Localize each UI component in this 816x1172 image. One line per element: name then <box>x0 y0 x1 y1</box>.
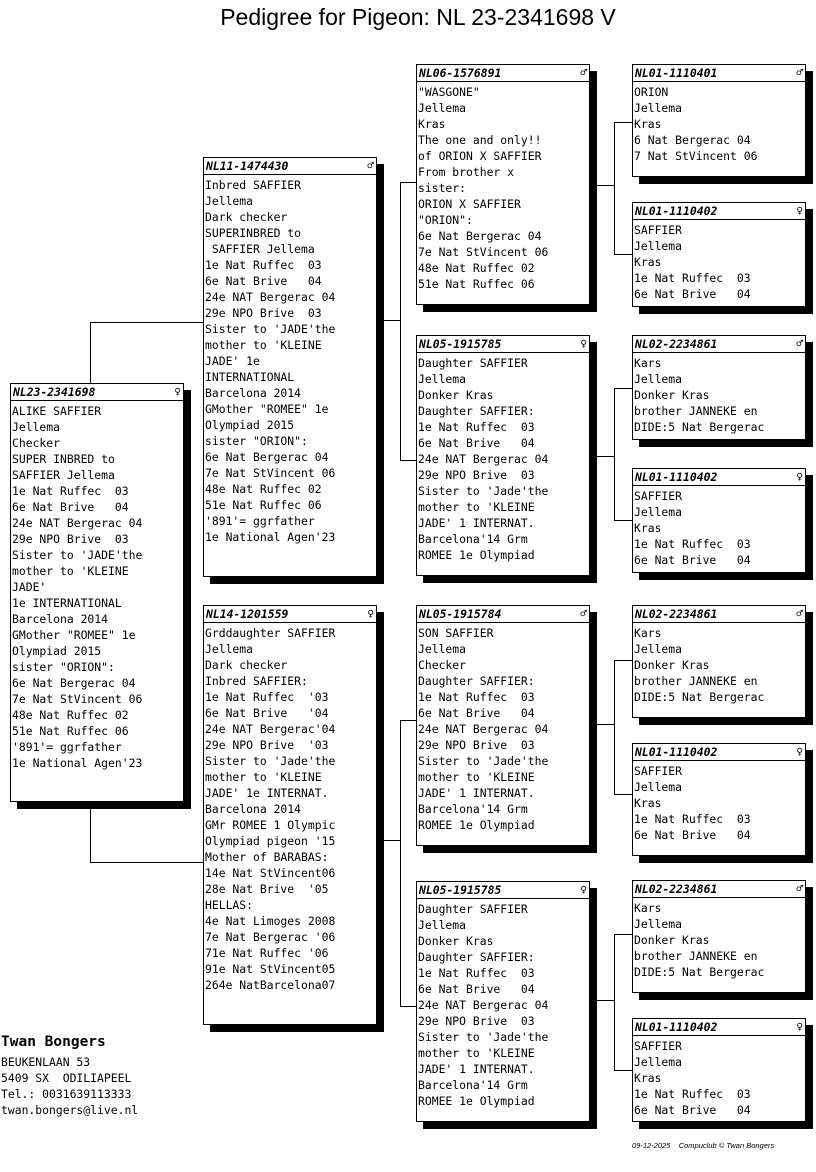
pedigree-line: Jellema <box>634 505 683 519</box>
pedigree-line: Jellema <box>12 420 61 434</box>
pedigree-line: 29e NPO Brive 03 <box>418 468 535 482</box>
pigeon-card-fmm <box>632 468 806 573</box>
connector-line <box>614 794 632 795</box>
pedigree-line: JADE' 1 INTERNAT. <box>418 1062 535 1076</box>
connector-line <box>614 254 632 255</box>
pedigree-line: The one and only!! <box>418 133 542 147</box>
ring-number: 01-1110401 <box>648 66 718 80</box>
pigeon-card-subject <box>10 383 184 802</box>
pedigree-line: mother to 'KLEINE <box>418 770 535 784</box>
card-header <box>633 65 805 82</box>
pedigree-line: 1e Nat Ruffec 03 <box>12 484 129 498</box>
pedigree-line: 24e NAT Bergerac 04 <box>205 290 336 304</box>
pedigree-line: 6e Nat Brive 04 <box>634 287 751 301</box>
pedigree-line: 6e Nat Bergerac 04 <box>12 676 136 690</box>
pedigree-line: Jellema <box>634 101 683 115</box>
pedigree-line: 1e National Agen'23 <box>12 756 143 770</box>
pedigree-line: Kras <box>634 255 662 269</box>
pedigree-line: 28e Nat Brive '05 <box>205 882 329 896</box>
connector-line <box>400 720 401 1007</box>
pedigree-line: 14e Nat StVincent06 <box>205 866 336 880</box>
pedigree-line: Jellema <box>634 372 683 386</box>
pedigree-line: '891'= ggrfather <box>12 740 122 754</box>
pedigree-line: "ORION": <box>418 213 473 227</box>
connector-line <box>90 862 203 863</box>
pedigree-line: SAFFIER Jellema <box>12 468 115 482</box>
pedigree-line: 1e Nat Ruffec 03 <box>418 966 535 980</box>
pedigree-line: Dark checker <box>205 210 288 224</box>
pedigree-line: Jellema <box>418 642 467 656</box>
pedigree-line: 71e Nat Ruffec '06 <box>205 946 329 960</box>
pedigree-line: Checker <box>12 436 61 450</box>
pedigree-line: Jellema <box>418 918 467 932</box>
pedigree-line: GMother "ROMEE" 1e <box>205 402 329 416</box>
pedigree-line: 1e INTERNATIONAL <box>12 596 122 610</box>
pigeon-card-fff <box>632 64 806 177</box>
country-code: NL <box>13 385 27 399</box>
pedigree-line: 1e Nat Ruffec 03 <box>634 1087 751 1101</box>
pedigree-line: Olympiad 2015 <box>12 644 102 658</box>
ring-number: 05-1915784 <box>432 607 502 621</box>
card-header <box>633 1019 805 1036</box>
pedigree-line: JADE' 1e INTERNAT. <box>205 786 329 800</box>
card-header <box>417 336 589 353</box>
country-code: NL <box>635 607 649 621</box>
pedigree-line: SAFFIER <box>634 764 683 778</box>
pedigree-line: SAFFIER <box>634 489 683 503</box>
pigeon-card-mother <box>203 605 377 1025</box>
pedigree-line: INTERNATIONAL <box>205 370 295 384</box>
pedigree-line: Jellema <box>634 239 683 253</box>
pigeon-card-mm <box>416 881 590 1122</box>
ring-number: 01-1110402 <box>648 745 718 759</box>
card-header <box>633 744 805 761</box>
pedigree-line: JADE' 1 INTERNAT. <box>418 786 535 800</box>
pedigree-line: 1e Nat Ruffec 03 <box>205 258 322 272</box>
pedigree-line: Sister to 'JADE'the <box>205 322 336 336</box>
country-code: NL <box>635 337 649 351</box>
pedigree-line: Kras <box>634 796 662 810</box>
pedigree-line: 6e Nat Brive 04 <box>634 553 751 567</box>
card-body <box>633 486 805 568</box>
connector-line <box>614 934 632 935</box>
pedigree-line: Donker Kras <box>418 388 494 402</box>
pedigree-line: 29e NPO Brive 03 <box>418 738 535 752</box>
female-sex-icon: ♀ <box>367 607 374 620</box>
pedigree-line: JADE' <box>12 580 47 594</box>
male-sex-icon: ♂ <box>796 66 803 79</box>
pedigree-line: SUPERINBRED to <box>205 226 302 240</box>
connector-line <box>614 122 632 123</box>
ring-number: 14-1201559 <box>219 607 289 621</box>
card-body <box>633 761 805 843</box>
connector-line <box>400 1006 416 1007</box>
pedigree-line: sister: <box>418 181 467 195</box>
pedigree-line: '891'= ggrfather <box>205 514 315 528</box>
card-header <box>633 606 805 623</box>
pedigree-line: Sister to 'Jade'the <box>205 754 336 768</box>
pedigree-line: Barcelona 2014 <box>205 386 302 400</box>
pedigree-line: sister "ORION": <box>12 660 115 674</box>
pedigree-line: 48e Nat Ruffec 02 <box>418 261 535 275</box>
country-code: NL <box>635 745 649 759</box>
pedigree-line: 29e NPO Brive 03 <box>12 532 129 546</box>
pedigree-line: brother JANNEKE en <box>634 949 758 963</box>
pedigree-line: 264e NatBarcelona07 <box>205 978 336 992</box>
country-code: NL <box>206 159 220 173</box>
pedigree-line: SAFFIER Jellema <box>205 242 315 256</box>
pedigree-line: ROMEE 1e Olympiad <box>418 818 535 832</box>
pedigree-line: ALIKE SAFFIER <box>12 404 102 418</box>
pedigree-line: Mother of BARABAS: <box>205 850 329 864</box>
pedigree-line: Jellema <box>634 1055 683 1069</box>
pedigree-line: mother to 'KLEINE <box>12 564 129 578</box>
pedigree-line: Kars <box>634 356 662 370</box>
pedigree-line: GMother "ROMEE" 1e <box>12 628 136 642</box>
pedigree-line: ROMEE 1e Olympiad <box>418 548 535 562</box>
country-code: NL <box>206 607 220 621</box>
pedigree-line: mother to 'KLEINE <box>418 500 535 514</box>
card-header <box>417 65 589 82</box>
owner-name: Twan Bongers <box>1 1034 106 1050</box>
pedigree-line: 1e Nat Ruffec 03 <box>634 812 751 826</box>
pedigree-line: Sister to 'Jade'the <box>418 484 549 498</box>
pedigree-line: Sister to 'JADE'the <box>12 548 143 562</box>
female-sex-icon: ♀ <box>580 883 587 896</box>
pedigree-line: 7e Nat StVincent 06 <box>205 466 336 480</box>
connector-line <box>90 808 91 863</box>
pedigree-line: Olympiad pigeon '15 <box>205 834 336 848</box>
pigeon-card-fmf <box>632 335 806 440</box>
pedigree-line: 24e NAT Bergerac 04 <box>418 998 549 1012</box>
pedigree-line: Daughter SAFFIER <box>418 902 528 916</box>
male-sex-icon: ♂ <box>796 882 803 895</box>
pedigree-line: brother JANNEKE en <box>634 404 758 418</box>
pedigree-line: JADE' 1 INTERNAT. <box>418 516 535 530</box>
pedigree-line: DIDE:5 Nat Bergerac <box>634 420 765 434</box>
connector-line <box>400 182 416 183</box>
card-body <box>633 898 805 980</box>
owner-block <box>1 1034 138 1118</box>
card-header <box>633 881 805 898</box>
pedigree-line: Jellema <box>634 780 683 794</box>
pigeon-card-mf <box>416 605 590 846</box>
card-header <box>633 469 805 486</box>
connector-line <box>400 720 416 721</box>
pigeon-card-ffm <box>632 202 806 307</box>
ring-number: 01-1110402 <box>648 204 718 218</box>
pedigree-line: Daughter SAFFIER: <box>418 674 535 688</box>
pedigree-line: Daughter SAFFIER: <box>418 404 535 418</box>
card-body <box>633 82 805 164</box>
pedigree-line: 1e Nat Ruffec 03 <box>418 420 535 434</box>
male-sex-icon: ♂ <box>580 66 587 79</box>
country-code: NL <box>635 1020 649 1034</box>
owner-phone: Tel.: 0031639113333 <box>1 1087 132 1101</box>
male-sex-icon: ♂ <box>580 607 587 620</box>
connector-line <box>614 660 632 661</box>
pigeon-card-father <box>203 157 377 577</box>
pedigree-line: 6e Nat Brive 04 <box>205 274 322 288</box>
pedigree-line: 29e NPO Brive '03 <box>205 738 329 752</box>
card-body <box>204 175 376 545</box>
pedigree-line: 24e NAT Bergerac 04 <box>418 722 549 736</box>
pedigree-line: 48e Nat Ruffec 02 <box>12 708 129 722</box>
pedigree-line: 6 Nat Bergerac 04 <box>634 133 751 147</box>
pedigree-line: Kras <box>634 521 662 535</box>
pedigree-line: 29e NPO Brive 03 <box>418 1014 535 1028</box>
pigeon-card-mmm <box>632 1018 806 1122</box>
pedigree-line: 51e Nat Ruffec 06 <box>205 498 322 512</box>
pedigree-line: Kras <box>634 117 662 131</box>
card-body <box>204 623 376 993</box>
pedigree-line: Sister to 'Jade'the <box>418 1030 549 1044</box>
pedigree-line: Jellema <box>634 917 683 931</box>
pedigree-line: Inbred SAFFIER: <box>205 674 308 688</box>
pedigree-line: mother to 'KLEINE <box>205 770 322 784</box>
male-sex-icon: ♂ <box>796 607 803 620</box>
pedigree-line: "WASGONE" <box>418 85 480 99</box>
pigeon-card-mmf <box>632 880 806 993</box>
pigeon-card-fm <box>416 335 590 576</box>
female-sex-icon: ♀ <box>174 385 181 398</box>
pedigree-line: 6e Nat Bergerac 04 <box>418 229 542 243</box>
pedigree-line: Barcelona'14 Grm <box>418 802 528 816</box>
pedigree-line: Sister to 'Jade'the <box>418 754 549 768</box>
pedigree-line: Jellema <box>205 194 254 208</box>
card-header <box>417 882 589 899</box>
connector-line <box>614 660 615 794</box>
card-body <box>417 899 589 1109</box>
card-body <box>633 1036 805 1118</box>
country-code: NL <box>419 883 433 897</box>
pedigree-line: Daughter SAFFIER: <box>418 950 535 964</box>
pedigree-line: Barcelona 2014 <box>205 802 302 816</box>
pedigree-line: 7e Nat Bergerac '06 <box>205 930 336 944</box>
ring-number: 05-1915785 <box>432 337 502 351</box>
country-code: NL <box>635 882 649 896</box>
connector-line <box>597 1000 615 1001</box>
pedigree-line: 7e Nat StVincent 06 <box>12 692 143 706</box>
card-body <box>633 353 805 435</box>
male-sex-icon: ♂ <box>367 159 374 172</box>
pedigree-line: Kras <box>418 117 446 131</box>
pedigree-line: Barcelona 2014 <box>12 612 109 626</box>
pedigree-line: Kars <box>634 626 662 640</box>
country-code: NL <box>635 66 649 80</box>
pedigree-line: 6e Nat Brive 04 <box>634 1103 751 1117</box>
country-code: NL <box>419 607 433 621</box>
ring-number: 01-1110402 <box>648 470 718 484</box>
ring-number: 11-1474430 <box>219 159 289 173</box>
pedigree-line: JADE' 1e <box>205 354 260 368</box>
pedigree-line: ORION <box>634 85 669 99</box>
pedigree-line: 7 Nat StVincent 06 <box>634 149 758 163</box>
pedigree-line: Jellema <box>418 372 467 386</box>
country-code: NL <box>635 204 649 218</box>
pedigree-line: DIDE:5 Nat Bergerac <box>634 690 765 704</box>
ring-number: 05-1915785 <box>432 883 502 897</box>
card-body <box>417 353 589 563</box>
owner-address: BEUKENLAAN 53 <box>1 1055 91 1069</box>
card-body <box>417 623 589 833</box>
pedigree-line: Barcelona'14 Grm <box>418 532 528 546</box>
ring-number: 02-2234861 <box>648 337 718 351</box>
page-title: Pedigree for Pigeon: NL 23-2341698 V <box>220 4 616 30</box>
pedigree-line: Daughter SAFFIER <box>418 356 528 370</box>
connector-line <box>614 934 615 1070</box>
pedigree-line: 24e NAT Bergerac 04 <box>418 452 549 466</box>
pigeon-card-mff <box>632 605 806 718</box>
pedigree-line: mother to 'KLEINE <box>205 338 322 352</box>
pedigree-line: 1e Nat Ruffec '03 <box>205 690 329 704</box>
pedigree-line: 51e Nat Ruffec 06 <box>418 277 535 291</box>
pedigree-line: ROMEE 1e Olympiad <box>418 1094 535 1108</box>
connector-line <box>400 182 401 460</box>
ring-number: 23-2341698 <box>26 385 96 399</box>
pedigree-line: Dark checker <box>205 658 288 672</box>
connector-line <box>614 388 632 389</box>
card-body <box>417 82 589 292</box>
female-sex-icon: ♀ <box>796 470 803 483</box>
pedigree-line: 1e Nat Ruffec 03 <box>634 271 751 285</box>
pedigree-line: Donker Kras <box>634 933 710 947</box>
pedigree-line: 6e Nat Brive '04 <box>205 706 329 720</box>
country-code: NL <box>635 470 649 484</box>
pedigree-line: SAFFIER <box>634 1039 683 1053</box>
pedigree-line: brother JANNEKE en <box>634 674 758 688</box>
footer-credit: 09-12-2025 Compuclub © Twan Bongers <box>632 1141 775 1150</box>
pedigree-line: 6e Nat Brive 04 <box>12 500 129 514</box>
pedigree-line: 24e NAT Bergerac 04 <box>12 516 143 530</box>
card-header <box>204 158 376 175</box>
pedigree-line: 1e Nat Ruffec 03 <box>418 690 535 704</box>
connector-line <box>597 185 615 186</box>
card-body <box>633 220 805 302</box>
ring-number: 01-1110402 <box>648 1020 718 1034</box>
pedigree-line: Jellema <box>418 101 467 115</box>
pedigree-line: Donker Kras <box>634 658 710 672</box>
owner-postcode: 5409 SX ODILIAPEEL <box>1 1071 132 1085</box>
pedigree-line: 6e Nat Bergerac 04 <box>205 450 329 464</box>
female-sex-icon: ♀ <box>796 745 803 758</box>
male-sex-icon: ♂ <box>796 337 803 350</box>
pedigree-line: SON SAFFIER <box>418 626 494 640</box>
female-sex-icon: ♀ <box>796 1020 803 1033</box>
ring-number: 02-2234861 <box>648 607 718 621</box>
connector-line <box>400 460 416 461</box>
pedigree-line: 6e Nat Brive 04 <box>418 436 535 450</box>
connector-line <box>90 322 203 323</box>
pedigree-line: of ORION X SAFFIER <box>418 149 542 163</box>
pedigree-line: SUPER INBRED to <box>12 452 115 466</box>
pedigree-line: Kars <box>634 901 662 915</box>
connector-line <box>597 724 615 725</box>
pedigree-line: 6e Nat Brive 04 <box>418 982 535 996</box>
connector-line <box>383 320 401 321</box>
female-sex-icon: ♀ <box>796 204 803 217</box>
connector-line <box>614 388 615 520</box>
ring-number: 06-1576891 <box>432 66 502 80</box>
connector-line <box>597 456 615 457</box>
pedigree-line: Grddaughter SAFFIER <box>205 626 336 640</box>
pedigree-line: Olympiad 2015 <box>205 418 295 432</box>
card-body <box>11 401 183 771</box>
card-header <box>633 203 805 220</box>
pedigree-line: Kras <box>634 1071 662 1085</box>
pedigree-line: 1e Nat Ruffec 03 <box>634 537 751 551</box>
pedigree-line: 29e NPO Brive 03 <box>205 306 322 320</box>
owner-email: twan.bongers@live.nl <box>1 1103 139 1117</box>
pedigree-line: Jellema <box>205 642 254 656</box>
pedigree-line: 48e Nat Ruffec 02 <box>205 482 322 496</box>
connector-line <box>383 840 401 841</box>
pedigree-line: HELLAS: <box>205 898 254 912</box>
pedigree-line: ORION X SAFFIER <box>418 197 521 211</box>
pedigree-line: Checker <box>418 658 467 672</box>
pedigree-line: Jellema <box>634 642 683 656</box>
pedigree-line: Donker Kras <box>418 934 494 948</box>
pedigree-line: 4e Nat Limoges 2008 <box>205 914 336 928</box>
pedigree-line: 6e Nat Brive 04 <box>418 706 535 720</box>
pigeon-card-mfm <box>632 743 806 856</box>
pedigree-line: 51e Nat Ruffec 06 <box>12 724 129 738</box>
pedigree-line: Donker Kras <box>634 388 710 402</box>
card-header <box>11 384 183 401</box>
pigeon-card-ff <box>416 64 590 305</box>
pedigree-line: sister "ORION": <box>205 434 308 448</box>
card-header <box>417 606 589 623</box>
pedigree-line: GMr ROMEE 1 Olympic <box>205 818 336 832</box>
connector-line <box>90 322 91 383</box>
pedigree-line: Inbred SAFFIER <box>205 178 302 192</box>
pedigree-line: DIDE:5 Nat Bergerac <box>634 965 765 979</box>
card-header <box>204 606 376 623</box>
country-code: NL <box>419 66 433 80</box>
pedigree-line: 6e Nat Brive 04 <box>634 828 751 842</box>
pedigree-line: mother to 'KLEINE <box>418 1046 535 1060</box>
pedigree-line: 24e NAT Bergerac'04 <box>205 722 336 736</box>
connector-line <box>614 520 632 521</box>
female-sex-icon: ♀ <box>580 337 587 350</box>
card-header <box>633 336 805 353</box>
connector-line <box>614 122 615 254</box>
pedigree-line: SAFFIER <box>634 223 683 237</box>
pedigree-line: 91e Nat StVincent05 <box>205 962 336 976</box>
pedigree-line: From brother x <box>418 165 515 179</box>
pedigree-line: 1e National Agen'23 <box>205 530 336 544</box>
country-code: NL <box>419 337 433 351</box>
pedigree-line: 7e Nat StVincent 06 <box>418 245 549 259</box>
ring-number: 02-2234861 <box>648 882 718 896</box>
card-body <box>633 623 805 705</box>
connector-line <box>614 1070 632 1071</box>
pedigree-line: Barcelona'14 Grm <box>418 1078 528 1092</box>
